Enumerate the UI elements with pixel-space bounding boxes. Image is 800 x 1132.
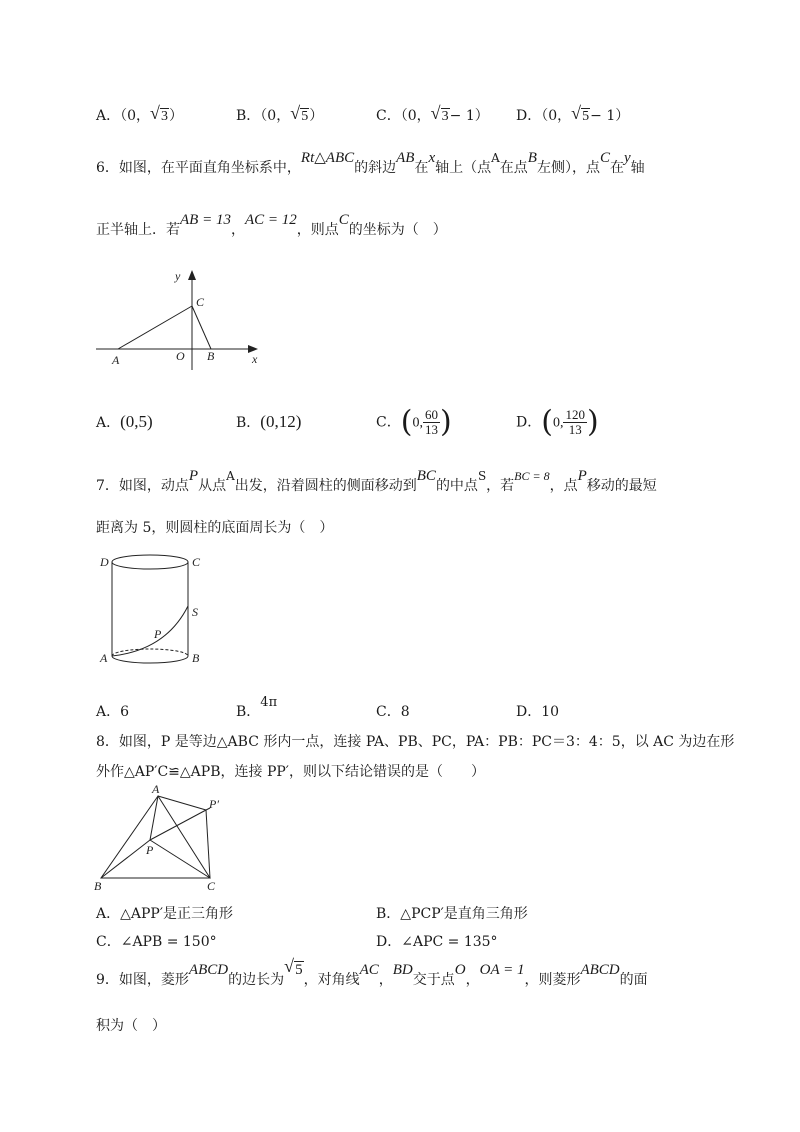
segment-cp-prime — [206, 810, 210, 878]
label-b: B — [192, 651, 200, 665]
q8-options-row-1 — [96, 904, 656, 924]
segment-pb — [101, 840, 150, 878]
q8-option-b: B．△PCP′是直角三角形 — [376, 906, 528, 922]
q7-line-1: 7．如图，动点P从点A出发，沿着圆柱的侧面移动到BC的中点S，若BC = 8，点P移动的最短 — [96, 468, 657, 494]
sqrt: √ 5 — [571, 107, 590, 127]
label-a: A — [152, 782, 160, 796]
label-p: P — [154, 627, 162, 641]
label-y: y — [175, 269, 181, 283]
sqrt: √ 5 — [290, 107, 309, 127]
label-p-prime: P′ — [209, 797, 219, 811]
q9-line-1: 9．如图，菱形ABCD的边长为√ 5，对角线AC，BD交于点O，OA = 1，则菱形ABCD的面 — [96, 970, 648, 990]
segment-ac — [118, 306, 192, 349]
label-x: x — [252, 352, 258, 366]
shortest-path-curve — [112, 606, 188, 656]
label-c: C — [207, 879, 216, 893]
q6-options — [96, 402, 656, 442]
q5-option-b: B．（0，√ 5） — [236, 106, 376, 127]
q8-option-c: C．∠APB = 150° — [96, 934, 217, 950]
label-s: S — [192, 605, 198, 619]
label-c: C — [196, 295, 205, 309]
fraction: $\frac{60}{13}$ — [424, 406, 438, 437]
top-ellipse — [112, 555, 188, 569]
q8-option-a: A．△APP′是正三角形 — [96, 906, 234, 922]
label-p: P — [146, 843, 154, 857]
bottom-front-arc — [112, 656, 188, 663]
label-b: B — [94, 879, 102, 893]
q6-line-2: 正半轴上．若AB = 13，AC = 12，则点C的坐标为（ ） — [96, 212, 447, 238]
segment-pp-prime — [150, 810, 206, 840]
q6-option-a: A．(0,5) — [96, 411, 153, 431]
label-o: O — [176, 349, 185, 363]
segment-pc — [150, 840, 210, 878]
label-a: A — [100, 651, 108, 665]
label-b: B — [207, 349, 215, 363]
q7-option-a: A．6 — [96, 704, 130, 720]
q7-option-b: B．4π — [236, 695, 278, 720]
q6-coordinate-figure — [92, 262, 272, 372]
q5-option-d: D．（0，√ 5− 1） — [516, 106, 656, 127]
fraction: $\frac{120}{13}$ — [565, 406, 585, 437]
q8-triangle-figure — [92, 782, 234, 894]
q8-option-d: D．∠APC = 135° — [376, 934, 498, 950]
q7-line-2: 距离为 5，则圆柱的底面周长为（ ） — [96, 520, 334, 536]
q6-option-c: C．(0, $\frac{60}{13}$ ) — [376, 404, 452, 439]
label-a: A — [112, 353, 120, 367]
sqrt: √ 5 — [284, 960, 304, 980]
q5-option-c: C．（0，√ 3− 1） — [376, 106, 516, 127]
label-c: C — [192, 555, 201, 569]
q8-line-2: 外作△AP′C≌△APB，连接 PP′，则以下结论错误的是（ ） — [96, 764, 485, 780]
sqrt: √ 3 — [431, 107, 450, 127]
sqrt: √ 3 — [150, 107, 169, 127]
label-d: D — [100, 555, 109, 569]
q7-option-d: D．10 — [516, 704, 560, 720]
q6-option-d: D．(0, $\frac{120}{13}$ ) — [516, 404, 599, 439]
q6-option-b: B．(0,12) — [236, 411, 302, 431]
q8-line-1: 8．如图，P 是等边△ABC 形内一点，连接 PA、PB、PC，PA：PB：PC＝3：4：5，以 AC 为边在形 — [96, 734, 735, 750]
q7-options — [96, 695, 656, 723]
q8-options-row-2 — [96, 932, 656, 952]
q5-options — [96, 106, 656, 127]
bottom-back-arc — [112, 649, 188, 656]
q7-option-c: C．8 — [376, 704, 410, 720]
q9-line-2: 积为（ ） — [96, 1018, 166, 1034]
q5-option-a: A．（0，√ 3） — [96, 106, 236, 127]
segment-cb — [192, 306, 211, 349]
q6-line-1: 6．如图，在平面直角坐标系中，Rt△ABC的斜边AB在x轴上（点A在点B左侧），点C在y轴 — [96, 150, 645, 176]
q7-cylinder-figure — [96, 550, 216, 670]
y-axis-arrow — [188, 270, 196, 280]
